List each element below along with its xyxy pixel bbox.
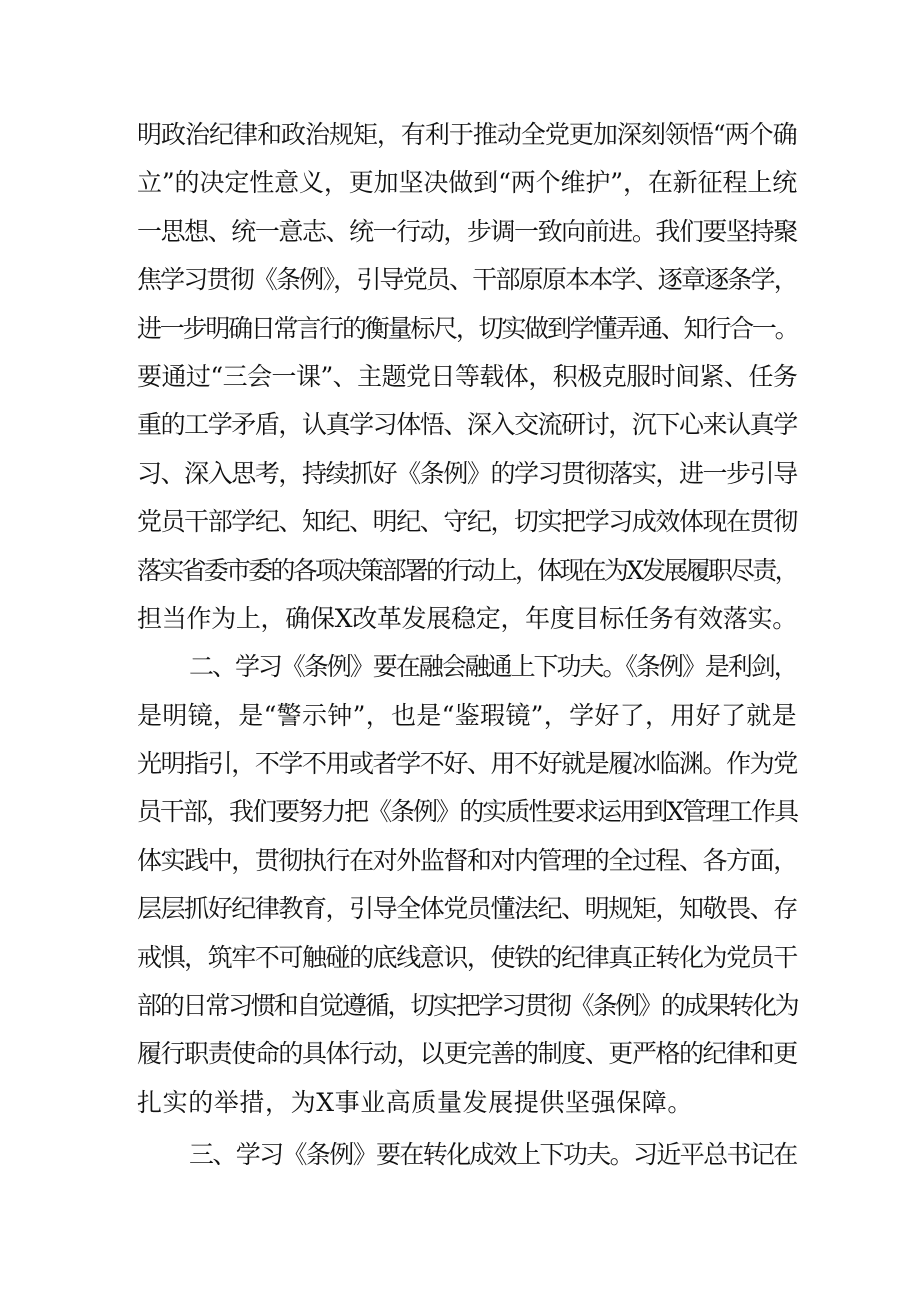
text-line: 光明指引，不学不用或者学不好、用不好就是履冰临渊。作为党 bbox=[137, 749, 797, 779]
section-heading-line: 二、学习《条例》要在融会融通上下功夫。《条例》是利剑， bbox=[189, 652, 797, 682]
document-body bbox=[137, 111, 797, 1180]
text-line: 部的日常习惯和自觉遵循，切实把学习贯彻《条例》的成果转化为 bbox=[137, 991, 798, 1021]
text-line: 重的工学矛盾，认真学习体悟、深入交流研讨，沉下心来认真学 bbox=[137, 410, 797, 440]
text-line: 焦学习贯彻《条例》，引导党员、干部原原本本学、逐章逐条学， bbox=[137, 265, 797, 295]
text-line: 习、深入思考，持续抓好《条例》的学习贯彻落实，进一步引导 bbox=[137, 458, 797, 488]
text-line: 是明镜，是“警示钟”，也是“鉴瑕镜”，学好了，用好了就是 bbox=[137, 700, 797, 730]
text-line: 员干部，我们要努力把《条例》的实质性要求运用到X管理工作具 bbox=[137, 797, 798, 827]
text-line: 戒惧，筑牢不可触碰的底线意识，使铁的纪律真正转化为党员干 bbox=[137, 942, 797, 972]
text-line: 进一步明确日常言行的衡量标尺，切实做到学懂弄通、知行合一。 bbox=[137, 313, 798, 343]
text-line: 一思想、统一意志、统一行动，步调一致向前进。我们要坚持聚 bbox=[137, 216, 797, 246]
text-line: 担当作为上，确保X改革发展稳定，年度目标任务有效落实。 bbox=[137, 603, 798, 633]
text-line: 履行职责使命的具体行动，以更完善的制度、更严格的纪律和更 bbox=[137, 1039, 797, 1069]
text-line: 体实践中，贯彻执行在对外监督和对内管理的全过程、各方面， bbox=[137, 845, 797, 875]
section-heading-line: 三、学习《条例》要在转化成效上下功夫。习近平总书记在 bbox=[189, 1140, 797, 1170]
text-line: 立”的决定性意义，更加坚决做到“两个维护”，在新征程上统 bbox=[137, 168, 798, 198]
text-line: 落实省委市委的各项决策部署的行动上，体现在为X发展履职尽责， bbox=[137, 555, 797, 585]
text-line: 党员干部学纪、知纪、明纪、守纪，切实把学习成效体现在贯彻 bbox=[137, 507, 797, 537]
text-line: 扎实的举措，为X事业高质量发展提供坚强保障。 bbox=[137, 1087, 693, 1117]
text-line: 层层抓好纪律教育，引导全体党员懂法纪、明规矩，知敬畏、存 bbox=[137, 894, 797, 924]
text-line: 明政治纪律和政治规矩，有利于推动全党更加深刻领悟“两个确 bbox=[137, 120, 797, 149]
text-line: 要通过“三会一课”、主题党日等载体，积极克服时间紧、任务 bbox=[137, 361, 798, 391]
